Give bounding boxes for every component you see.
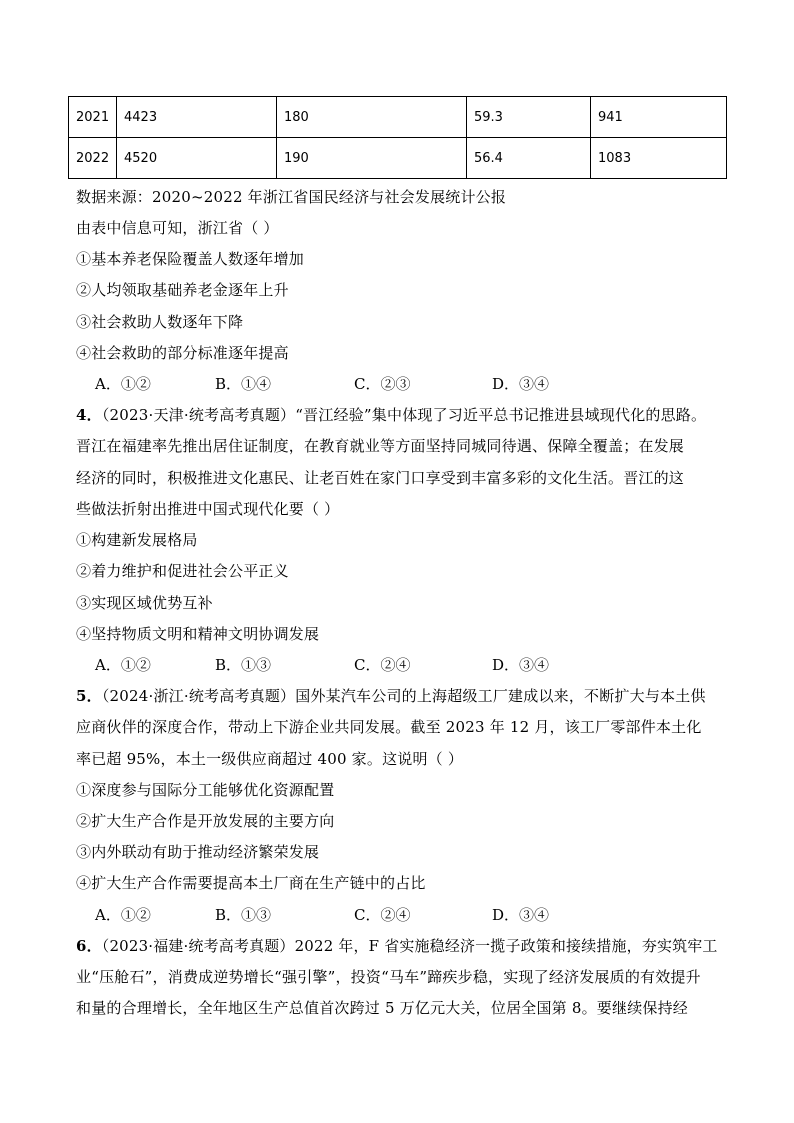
statement-item: ②人均领取基础养老金逐年上升 — [76, 281, 289, 299]
table-cell: 2021 — [69, 97, 117, 138]
answer-option-d[interactable]: D．③④ — [492, 375, 550, 393]
answer-option-c[interactable]: C．②③ — [354, 375, 411, 393]
question-6-line — [76, 936, 718, 956]
table-cell: 180 — [277, 97, 467, 138]
table-cell: 59.3 — [467, 97, 591, 138]
statement-item: ③内外联动有助于推动经济繁荣发展 — [76, 843, 320, 861]
statement-item: ④扩大生产合作需要提高本土厂商在生产链中的占比 — [76, 874, 426, 892]
statement-item: ①基本养老保险覆盖人数逐年增加 — [76, 250, 305, 268]
question-text: （2023·福建·统考高考真题）2022 年，F 省实施稳经济一揽子政策和接续措施，夯实筑牢工 — [101, 937, 718, 955]
table-cell: 2022 — [69, 138, 117, 179]
answer-option-a[interactable]: A．①② — [95, 906, 151, 924]
statement-item: ④社会救助的部分标准逐年提高 — [76, 344, 289, 362]
statement-item: ③社会救助人数逐年下降 — [76, 313, 244, 331]
answer-option-b[interactable]: B．①③ — [215, 656, 272, 674]
answer-option-c[interactable]: C．②④ — [354, 656, 411, 674]
question-number: 5． — [76, 687, 102, 705]
question-text: 些做法折射出推进中国式现代化要（ ） — [76, 500, 340, 518]
table-cell: 190 — [277, 138, 467, 179]
table-row — [69, 138, 727, 179]
statement-item: ②扩大生产合作是开放发展的主要方向 — [76, 812, 335, 830]
question-number: 6． — [76, 937, 102, 955]
answer-option-d[interactable]: D．③④ — [492, 906, 550, 924]
statement-item: ④坚持物质文明和精神文明协调发展 — [76, 625, 320, 643]
table-cell: 56.4 — [467, 138, 591, 179]
question-text: 晋江在福建率先推出居住证制度，在教育就业等方面坚持同城同待遇、保障全覆盖；在发展 — [76, 437, 685, 455]
statement-item: ③实现区域优势互补 — [76, 594, 213, 612]
answer-option-a[interactable]: A．①② — [95, 656, 151, 674]
table-cell: 4423 — [117, 97, 277, 138]
question-text: 业“压舱石”，消费成逆势增长“强引擎”，投资“马车”蹄疾步稳，实现了经济发展质的有效提升 — [76, 968, 701, 986]
statement-item: ②着力维护和促进社会公平正义 — [76, 562, 289, 580]
table-cell: 1083 — [591, 138, 727, 179]
table-cell: 941 — [591, 97, 727, 138]
question-text: 经济的同时，积极推进文化惠民、让老百姓在家门口享受到丰富多彩的文化生活。晋江的这 — [76, 469, 685, 487]
question-text: 率已超 95%，本土一级供应商超过 400 家。这说明（ ） — [76, 750, 464, 768]
statement-item: ①构建新发展格局 — [76, 531, 198, 549]
question-stem: 由表中信息可知，浙江省（ ） — [76, 219, 279, 237]
question-4-line — [76, 405, 706, 425]
table-cell: 4520 — [117, 138, 277, 179]
answer-option-d[interactable]: D．③④ — [492, 656, 550, 674]
data-source-note: 数据来源：2020~2022 年浙江省国民经济与社会发展统计公报 — [76, 188, 507, 206]
question-5-line — [76, 686, 706, 706]
answer-option-a[interactable]: A．①② — [95, 375, 151, 393]
question-text: 应商伙伴的深度合作，带动上下游企业共同发展。截至 2023 年 12 月，该工厂零部件本土化 — [76, 718, 702, 736]
statistics-table — [68, 96, 727, 179]
question-text: （2023·天津·统考高考真题）“晋江经验”集中体现了习近平总书记推进县域现代化的思路。 — [101, 406, 707, 424]
answer-option-b[interactable]: B．①④ — [215, 375, 272, 393]
question-number: 4． — [76, 406, 102, 424]
question-text: （2024·浙江·统考高考真题）国外某汽车公司的上海超级工厂建成以来，不断扩大与本土供 — [101, 687, 706, 705]
statement-item: ①深度参与国际分工能够优化资源配置 — [76, 781, 335, 799]
question-text: 和量的合理增长，全年地区生产总值首次跨过 5 万亿元大关，位居全国第 8。要继续保持经 — [76, 999, 688, 1017]
answer-option-c[interactable]: C．②④ — [354, 906, 411, 924]
table-row — [69, 97, 727, 138]
answer-option-b[interactable]: B．①③ — [215, 906, 272, 924]
